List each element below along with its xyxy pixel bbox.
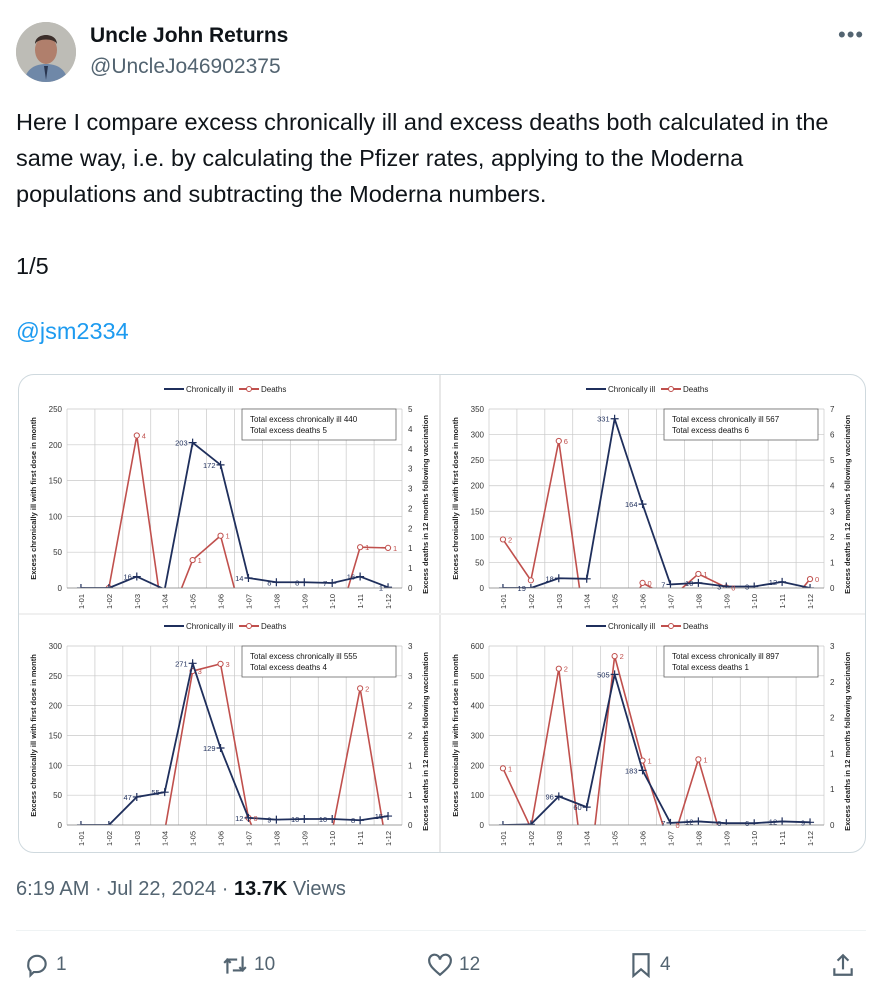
ill-data-label: 505 <box>597 670 610 680</box>
divider <box>16 930 866 931</box>
ill-data-label: 6 <box>745 819 750 829</box>
y-tick-label: 300 <box>470 731 484 741</box>
ill-data-label: 47 <box>123 792 132 802</box>
ill-data-label: 12 <box>768 817 778 827</box>
ill-data-label: 12 <box>235 813 244 823</box>
deaths-marker <box>358 686 363 691</box>
totals-ill-text: Total excess chronically ill 897 <box>672 652 780 661</box>
ill-marker <box>300 578 308 586</box>
chart-panel-4 <box>441 616 864 853</box>
x-tick-label: 1-10 <box>328 831 338 847</box>
y2-tick-label: 4 <box>830 481 835 491</box>
totals-box <box>242 646 396 677</box>
ill-marker <box>133 573 141 581</box>
tweet-meta <box>16 878 346 901</box>
ill-data-label: 10 <box>290 815 300 825</box>
y2-tick-label: 2 <box>408 524 413 534</box>
y-tick-label: 100 <box>48 512 62 522</box>
y2-tick-label: 7 <box>830 405 835 414</box>
tweet-time[interactable]: 6:19 AM <box>16 878 90 900</box>
deaths-marker <box>218 533 223 538</box>
y-tick-label: 250 <box>470 456 484 466</box>
deaths-marker <box>556 666 561 671</box>
deaths-data-label: 1 <box>703 569 708 579</box>
x-tick-label: 1-03 <box>554 594 564 610</box>
deaths-data-label: 1 <box>393 543 398 553</box>
chart-4 <box>441 616 864 853</box>
legend <box>586 622 708 631</box>
y-tick-label: 0 <box>57 584 62 593</box>
repost-icon <box>222 952 248 978</box>
ill-marker <box>694 579 702 587</box>
y2-tick-label: 1 <box>408 791 413 801</box>
deaths-marker <box>218 661 223 666</box>
y-tick-label: 150 <box>48 476 62 486</box>
deaths-data-label: 2 <box>619 652 624 662</box>
ill-marker <box>778 817 786 825</box>
x-tick-label: 1-07 <box>244 594 254 610</box>
ill-marker <box>639 500 647 508</box>
avatar[interactable] <box>16 22 76 82</box>
legend-deaths-label: Deaths <box>261 385 287 394</box>
x-tick-label: 1-04 <box>160 594 170 610</box>
more-horizontal-icon[interactable]: ••• <box>838 22 865 47</box>
ill-data-label: 10 <box>685 578 694 588</box>
chart-1 <box>19 379 442 617</box>
deaths-data-label: 3 <box>225 659 230 669</box>
ill-data-label: 8 <box>295 578 300 588</box>
totals-ill-text: Total excess chronically ill 555 <box>250 652 358 661</box>
ill-marker <box>272 816 280 824</box>
y-tick-label: 150 <box>48 731 62 741</box>
legend-ill-label: Chronically ill <box>186 385 234 394</box>
y-axis-title: Excess chronically ill with first dose in month <box>29 417 38 580</box>
y2-tick-label: 1 <box>830 785 835 795</box>
ill-data-label: 8 <box>267 578 272 588</box>
legend-deaths-label: Deaths <box>683 385 709 394</box>
author-handle[interactable]: @UncleJo46902375 <box>90 55 281 78</box>
ill-data-label: 16 <box>346 572 356 582</box>
x-tick-label: 1-12 <box>806 594 816 610</box>
like-count: 12 <box>459 954 481 975</box>
chart-2 <box>441 379 864 617</box>
x-tick-label: 1-01 <box>498 831 508 847</box>
x-tick-label: 1-02 <box>526 831 536 847</box>
ill-marker <box>778 578 786 586</box>
legend-deaths-label: Deaths <box>261 622 287 631</box>
legend-ill-label: Chronically ill <box>608 622 656 631</box>
ill-marker <box>272 578 280 586</box>
x-tick-label: 1-07 <box>244 831 254 847</box>
y-tick-label: 200 <box>470 481 484 491</box>
totals-box <box>242 409 396 440</box>
y2-tick-label: 3 <box>408 642 413 651</box>
y-tick-label: 300 <box>48 642 62 651</box>
panel-divider-horizontal <box>19 613 866 615</box>
legend-deaths-marker <box>247 387 252 392</box>
bookmark-button[interactable] <box>628 952 671 978</box>
ill-data-label: 12 <box>685 817 694 827</box>
repost-button[interactable] <box>222 952 275 978</box>
x-tick-label: 1-01 <box>498 594 508 610</box>
views-count: 13.7K <box>233 878 288 900</box>
deaths-marker <box>696 571 701 576</box>
ill-data-label: 96 <box>545 792 554 802</box>
y-tick-label: 50 <box>475 558 484 568</box>
reply-count: 1 <box>56 954 67 975</box>
ill-data-label: 18 <box>545 574 554 584</box>
y2-tick-label: 0 <box>408 821 413 830</box>
ill-data-label: 16 <box>123 572 132 582</box>
ill-data-label: 172 <box>203 460 216 470</box>
deaths-marker <box>696 757 701 762</box>
ill-data-label: 9 <box>800 818 806 828</box>
y-tick-label: 600 <box>470 642 484 651</box>
x-tick-label: 1-09 <box>722 594 732 610</box>
ill-marker <box>666 819 674 827</box>
x-tick-label: 1-06 <box>216 831 226 847</box>
y2-axis-title: Excess deaths in 12 months following vaccination <box>843 652 852 831</box>
ill-data-label: 10 <box>318 815 328 825</box>
ill-data-label: 55 <box>151 788 160 798</box>
ill-marker <box>750 582 758 590</box>
deaths-data-label: 1 <box>703 755 708 765</box>
x-tick-label: 1-12 <box>384 831 394 847</box>
y-tick-label: 50 <box>53 791 62 801</box>
legend <box>164 622 286 631</box>
totals-deaths-text: Total excess deaths 1 <box>672 663 749 672</box>
x-tick-label: 1-10 <box>750 594 760 610</box>
y2-tick-label: 5 <box>830 456 835 466</box>
legend-ill-label: Chronically ill <box>186 622 234 631</box>
ill-data-label: 3 <box>717 582 722 592</box>
deaths-marker <box>528 578 533 583</box>
deaths-data-label: 2 <box>563 664 568 674</box>
ill-data-label: 9 <box>267 815 272 825</box>
y-tick-label: 100 <box>470 532 484 542</box>
y-axis-title: Excess chronically ill with first dose in month <box>451 654 460 817</box>
y2-tick-label: 4 <box>408 444 413 454</box>
y2-tick-label: 1 <box>830 749 835 759</box>
y2-tick-label: 2 <box>830 677 835 687</box>
x-tick-label: 1-09 <box>300 831 310 847</box>
deaths-marker <box>500 766 505 771</box>
deaths-marker <box>358 545 363 550</box>
x-tick-label: 1-10 <box>328 594 338 610</box>
totals-ill-text: Total excess chronically ill 440 <box>250 415 358 424</box>
bookmark-count: 4 <box>660 954 671 975</box>
legend-deaths-marker <box>669 624 674 629</box>
x-tick-label: 1-06 <box>216 594 226 610</box>
author-name[interactable]: Uncle John Returns <box>90 24 289 47</box>
deaths-marker <box>612 654 617 659</box>
ill-data-label: 331 <box>597 414 610 424</box>
ill-marker <box>384 812 392 820</box>
y2-tick-label: 3 <box>830 507 835 517</box>
totals-box <box>664 409 818 440</box>
ill-data-label: 1 <box>378 583 384 593</box>
ill-data-label: 164 <box>625 500 638 510</box>
ill-data-label: 271 <box>175 659 188 669</box>
deaths-marker <box>385 545 390 550</box>
ill-data-label: 60 <box>573 803 582 813</box>
deaths-data-label: 1 <box>365 543 370 553</box>
y-tick-label: 100 <box>48 761 62 771</box>
ill-data-label: 6 <box>717 819 722 829</box>
x-tick-label: 1-03 <box>132 831 142 847</box>
ill-marker <box>217 744 225 752</box>
ill-marker <box>189 659 197 667</box>
deaths-data-label: 1 <box>507 764 513 774</box>
y-tick-label: 150 <box>470 507 484 517</box>
views-label: Views <box>292 878 346 900</box>
share-icon <box>830 952 856 978</box>
chart-panel-2 <box>441 379 864 617</box>
ill-data-label: 3 <box>745 582 750 592</box>
ill-marker <box>583 575 591 583</box>
x-tick-label: 1-05 <box>188 831 198 847</box>
x-tick-label: 1-02 <box>104 594 114 610</box>
y-tick-label: 250 <box>48 671 62 681</box>
heart-icon <box>427 952 453 978</box>
totals-ill-text: Total excess chronically ill 567 <box>672 415 780 424</box>
x-tick-label: 1-11 <box>778 831 788 846</box>
x-tick-label: 1-05 <box>610 831 620 847</box>
ill-marker <box>356 573 364 581</box>
ill-data-label: 15 <box>374 812 384 822</box>
deaths-data-label: 1 <box>647 756 652 766</box>
ill-data-label: 7 <box>661 580 666 590</box>
deaths-data-label: 6 <box>563 436 568 446</box>
separator-dot: · <box>94 878 102 900</box>
legend <box>586 385 708 394</box>
ill-data-label: 183 <box>625 766 638 776</box>
x-tick-label: 1-07 <box>666 594 676 610</box>
x-tick-label: 1-03 <box>132 594 142 610</box>
y-tick-label: 0 <box>57 821 62 830</box>
x-tick-label: 1-06 <box>638 831 648 847</box>
y2-tick-label: 0 <box>408 584 413 593</box>
y-tick-label: 200 <box>48 701 62 711</box>
x-tick-label: 1-12 <box>806 831 816 847</box>
legend-deaths-marker <box>669 387 674 392</box>
y-tick-label: 0 <box>479 821 484 830</box>
y2-tick-label: 3 <box>830 642 835 651</box>
tweet-text: Here I compare excess chronically ill and excess deaths both calculated in the same way, i.e. by calculating the Pfizer rates, applying to the Moderna populations and subtracting the Moderna numbers. 1/5 <box>16 109 829 279</box>
x-tick-label: 1-09 <box>300 594 310 610</box>
ill-marker <box>555 574 563 582</box>
ill-marker <box>244 574 252 582</box>
x-tick-label: 1-11 <box>356 831 366 846</box>
reply-icon <box>24 952 50 978</box>
totals-box-frame <box>242 409 396 440</box>
tweet-image[interactable] <box>18 374 866 853</box>
deaths-data-label: 0 <box>647 578 652 588</box>
deaths-marker <box>500 537 505 542</box>
y2-axis-title: Excess deaths in 12 months following vaccination <box>421 415 430 594</box>
deaths-marker <box>134 433 139 438</box>
x-tick-label: 1-04 <box>582 594 592 610</box>
y2-tick-label: 3 <box>408 671 413 681</box>
y-tick-label: 200 <box>48 440 62 450</box>
ill-marker <box>356 816 364 824</box>
legend-deaths-marker <box>247 624 252 629</box>
x-tick-label: 1-08 <box>694 594 704 610</box>
deaths-data-label: 0 <box>675 821 680 830</box>
y-tick-label: 300 <box>470 430 484 440</box>
x-tick-label: 1-08 <box>272 831 282 847</box>
deaths-data-label: 2 <box>365 684 370 694</box>
ill-marker <box>611 415 619 423</box>
y-axis-title: Excess chronically ill with first dose in month <box>29 654 38 817</box>
x-tick-label: 1-11 <box>778 594 788 609</box>
avatar-photo <box>16 22 76 82</box>
y2-tick-label: 5 <box>408 405 413 414</box>
ill-data-label: 203 <box>175 438 188 448</box>
totals-deaths-text: Total excess deaths 5 <box>250 426 327 435</box>
deaths-data-label: 3 <box>197 667 202 677</box>
y-tick-label: 50 <box>53 548 62 558</box>
deaths-data-label: 0 <box>815 575 820 585</box>
x-tick-label: 1-07 <box>666 831 676 847</box>
mention-link[interactable]: @jsm2334 <box>16 318 129 344</box>
x-tick-label: 1-08 <box>694 831 704 847</box>
y2-tick-label: 4 <box>408 424 413 434</box>
y-axis-title: Excess chronically ill with first dose in month <box>451 417 460 580</box>
chart-panel-1 <box>19 379 442 617</box>
totals-box <box>664 646 818 677</box>
y2-tick-label: 2 <box>408 701 413 711</box>
like-button[interactable] <box>427 952 480 978</box>
totals-box-frame <box>664 646 818 677</box>
bookmark-icon <box>628 952 654 978</box>
y2-tick-label: 1 <box>408 761 413 771</box>
ill-data-label: 7 <box>661 818 666 828</box>
tweet-date[interactable]: Jul 22, 2024 <box>107 878 217 900</box>
ill-marker <box>666 580 674 588</box>
x-tick-label: 1-02 <box>526 594 536 610</box>
repost-count: 10 <box>254 954 276 975</box>
ill-data-label: 129 <box>203 744 216 754</box>
x-tick-label: 1-09 <box>722 831 732 847</box>
chart-3 <box>19 616 442 853</box>
x-tick-label: 1-05 <box>610 594 620 610</box>
separator-dot: · <box>221 878 229 900</box>
y2-tick-label: 2 <box>830 532 835 542</box>
y-tick-label: 200 <box>470 761 484 771</box>
y2-tick-label: 2 <box>408 504 413 514</box>
x-tick-label: 1-01 <box>76 594 86 610</box>
y2-axis-title: Excess deaths in 12 months following vaccination <box>421 652 430 831</box>
totals-deaths-text: Total excess deaths 4 <box>250 663 327 672</box>
deaths-data-label: 1 <box>197 556 202 566</box>
x-tick-label: 1-04 <box>582 831 592 847</box>
x-tick-label: 1-10 <box>750 831 760 847</box>
y-tick-label: 100 <box>470 791 484 801</box>
ill-data-label: 8 <box>350 816 356 826</box>
ill-marker <box>384 583 392 591</box>
y2-tick-label: 3 <box>408 484 413 494</box>
deaths-marker <box>556 438 561 443</box>
totals-box-frame <box>242 646 396 677</box>
y2-axis-title: Excess deaths in 12 months following vaccination <box>843 415 852 594</box>
legend-ill-label: Chronically ill <box>608 385 656 394</box>
y2-tick-label: 6 <box>830 430 835 440</box>
deaths-data-label: 2 <box>507 535 513 545</box>
y-tick-label: 250 <box>48 405 62 414</box>
ill-marker <box>583 803 591 811</box>
x-tick-label: 1-04 <box>160 831 170 847</box>
x-tick-label: 1-12 <box>384 594 394 610</box>
y2-tick-label: 3 <box>408 464 413 474</box>
ill-marker <box>750 819 758 827</box>
ill-data-label: 12 <box>768 577 778 587</box>
totals-deaths-text: Total excess deaths 6 <box>672 426 749 435</box>
ill-marker <box>328 579 336 587</box>
deaths-data-label: 1 <box>225 531 230 541</box>
x-tick-label: 1-06 <box>638 594 648 610</box>
deaths-data-label: 0 <box>253 813 258 823</box>
y-tick-label: 500 <box>470 671 484 681</box>
x-tick-label: 1-05 <box>188 594 198 610</box>
deaths-marker <box>190 557 195 562</box>
y2-tick-label: 2 <box>830 713 835 723</box>
x-tick-label: 1-08 <box>272 594 282 610</box>
y2-tick-label: 2 <box>408 731 413 741</box>
deaths-marker <box>640 580 645 585</box>
deaths-data-label: 0 <box>731 583 736 593</box>
y2-tick-label: 1 <box>408 564 413 574</box>
chart-panel-3 <box>19 616 442 853</box>
x-tick-label: 1-11 <box>356 594 366 609</box>
totals-box-frame <box>664 409 818 440</box>
x-tick-label: 1-02 <box>104 831 114 847</box>
ill-marker <box>722 819 730 827</box>
ill-data-label: 14 <box>235 573 244 583</box>
x-tick-label: 1-01 <box>76 831 86 847</box>
y2-tick-label: 0 <box>830 821 835 830</box>
deaths-data-label: 4 <box>141 431 146 441</box>
y-tick-label: 0 <box>479 584 484 593</box>
ill-marker <box>300 815 308 823</box>
ill-marker <box>694 817 702 825</box>
x-tick-label: 1-03 <box>554 831 564 847</box>
legend-deaths-label: Deaths <box>683 622 709 631</box>
ill-marker <box>244 814 252 822</box>
ill-data-label: 19 <box>517 584 526 593</box>
reply-button[interactable] <box>24 952 67 978</box>
ill-marker <box>722 582 730 590</box>
y2-tick-label: 1 <box>830 558 835 568</box>
legend <box>164 385 286 394</box>
ill-data-label: 7 <box>323 578 328 588</box>
y2-tick-label: 1 <box>408 544 413 554</box>
deaths-marker <box>807 576 812 581</box>
y2-tick-label: 0 <box>830 584 835 593</box>
y-tick-label: 350 <box>470 405 484 414</box>
y-tick-label: 400 <box>470 701 484 711</box>
share-button[interactable] <box>830 952 856 978</box>
